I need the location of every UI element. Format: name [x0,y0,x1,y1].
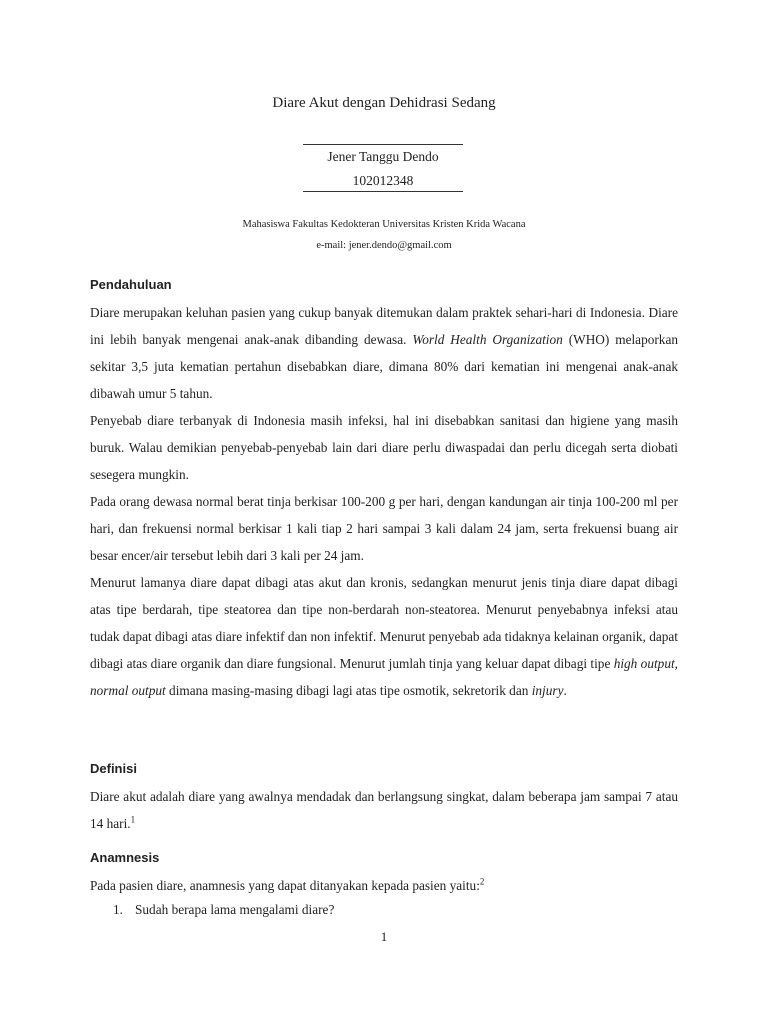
definisi-body [90,783,678,837]
anamnesis-paragraph-1: Pada pasien diare, anamnesis yang dapat ditanyakan kepada pasien yaitu:$^2$ [90,876,485,893]
definisi-paragraph-1: Diare akut adalah diare yang awalnya mendadak dan berlangsung singkat, dalam beberapa jam sampai 7 atau 14 hari.$^1$ [90,789,678,831]
affiliation: Mahasiswa Fakultas Kedokteran Universitas Kristen Krida Wacana [242,219,526,230]
heading-pendahuluan: Pendahuluan [90,277,172,292]
pendahuluan-paragraph-4: Menurut lamanya diare dapat dibagi atas akut dan kronis, sedangkan menurut jenis tinja diare dapat dibagi atas tipe berdarah, tipe steatorea dan tipe non-berdarah non-steatorea. Menurut penyebabnya infeksi atau tudak dapat dibagi atas diare infektif dan non infektif. Menurut penyebab ada tidaknya kelainan organik, dapat dibagi atas diare organik dan diare fungsional. Menurut jumlah tinja yang keluar dapat dibagi tipe high output, normal output dimana masing-masing dibagi lagi atas tipe osmotik, sekretorik dan injury. [90,575,678,698]
list-item [113,902,334,918]
footnote-ref-1: 1 [130,814,136,825]
bottom-rule [303,191,463,192]
student-id: 102012348 [352,173,414,188]
document-title: Diare Akut dengan Dehidrasi Sedang [272,95,496,111]
heading-anamnesis: Anamnesis [90,850,160,865]
footnote-ref-2: 2 [479,876,485,887]
author-block [303,144,463,192]
list-text: Sudah berapa lama mengalami diare? [135,902,335,917]
pendahuluan-body [90,299,678,704]
list-number: 1. [113,902,123,917]
author-name: Jener Tanggu Dendo [327,149,439,164]
anamnesis-body [90,872,678,899]
email: e-mail: jener.dendo@gmail.com [316,240,452,251]
top-rule [303,144,463,145]
pendahuluan-paragraph-3: Pada orang dewasa normal berat tinja berkisar 100-200 g per hari, dengan kandungan air tinja 100-200 ml per hari, dan frekuensi normal berkisar 1 kali tiap 2 hari sampai 3 kali dalam 24 jam, serta frekuensi buang air besar encer/air tersebut lebih dari 3 kali per 24 jam. [90,494,678,563]
pendahuluan-paragraph-2: Penyebab diare terbanyak di Indonesia masih infeksi, hal ini disebabkan sanitasi dan higiene yang masih buruk. Walau demikian penyebab-penyebab lain dari diare perlu diwaspadai dan perlu dicegah serta diobati sesegera mungkin. [90,413,678,482]
heading-definisi: Definisi [90,761,137,776]
pendahuluan-paragraph-1: Diare merupakan keluhan pasien yang cukup banyak ditemukan dalam praktek sehari-hari di Indonesia. Diare ini lebih banyak mengenai anak-anak dibanding dewasa. World Health Organization (WHO) melaporkan sekitar 3,5 juta kematian pertahun disebabkan diare, dimana 80% dari kematian ini mengenai anak-anak dibawah umur 5 tahun. [90,305,679,401]
page-number: 1 [380,929,388,944]
